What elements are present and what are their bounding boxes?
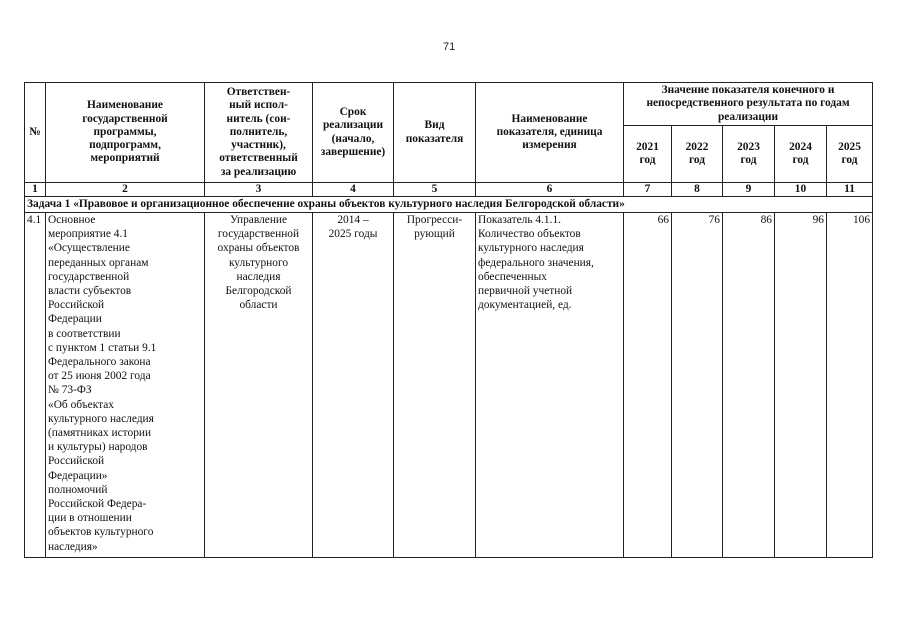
- value-2022: 76: [672, 213, 723, 558]
- column-number: 7: [624, 183, 672, 197]
- column-number: 9: [723, 183, 775, 197]
- responsible-executor: Управление государственной охраны объектов культурного наследия Белгородской области: [205, 213, 313, 558]
- program-event-name: Основное мероприятие 4.1 «Осуществление переданных органам государственной власти субъектов Российской Федерации в соответствии с пунктом 1 статьи 9.1 Федерального закона от 25 июня 2002 года № 73-ФЗ «Об объектах культурного наследия (памятниках истории и культуры) народов Российской Федерации» полномочий Российской Федера- ции в отношении объектов культурного наследия»: [46, 213, 205, 558]
- page-number: 71: [443, 41, 456, 53]
- column-number: 11: [827, 183, 873, 197]
- header-term: Срок реализации (начало, завершение): [313, 83, 394, 183]
- header-responsible: Ответствен- ный испол- нитель (сои- полнитель, участник), ответственный за реализацию: [205, 83, 313, 183]
- header-values-by-year: Значение показателя конечного и непосредственного результата по годам реализации: [624, 83, 873, 126]
- column-numbers-row: [25, 183, 873, 197]
- header-program-name: Наименование государственной программы, подпрограмм, мероприятий: [46, 83, 205, 183]
- column-number: 8: [672, 183, 723, 197]
- header-indicator-name: Наименование показателя, единица измерения: [476, 83, 624, 183]
- indicator-type: Прогресси- рующий: [394, 213, 476, 558]
- implementation-term: 2014 – 2025 годы: [313, 213, 394, 558]
- column-number: 3: [205, 183, 313, 197]
- column-number: 10: [775, 183, 827, 197]
- header-year-2024: 2024 год: [775, 126, 827, 183]
- header-year-2025: 2025 год: [827, 126, 873, 183]
- column-number: 5: [394, 183, 476, 197]
- column-number: 6: [476, 183, 624, 197]
- row-number: 4.1: [25, 213, 46, 558]
- table-row: [25, 213, 873, 558]
- column-number: 4: [313, 183, 394, 197]
- task-title: Задача 1 «Правовое и организационное обеспечение охраны объектов культурного наследия Белгородской области»: [25, 197, 873, 213]
- column-number: 1: [25, 183, 46, 197]
- value-2021: 66: [624, 213, 672, 558]
- program-indicators-table: [24, 82, 873, 558]
- header-year-2021: 2021 год: [624, 126, 672, 183]
- value-2025: 106: [827, 213, 873, 558]
- header-indicator-type: Вид показателя: [394, 83, 476, 183]
- task-row: [25, 197, 873, 213]
- header-year-2022: 2022 год: [672, 126, 723, 183]
- value-2024: 96: [775, 213, 827, 558]
- indicator-name: Показатель 4.1.1. Количество объектов культурного наследия федерального значения, обеспеченных первичной учетной документацией, ед.: [476, 213, 624, 558]
- value-2023: 86: [723, 213, 775, 558]
- header-number: №: [25, 83, 46, 183]
- header-year-2023: 2023 год: [723, 126, 775, 183]
- column-number: 2: [46, 183, 205, 197]
